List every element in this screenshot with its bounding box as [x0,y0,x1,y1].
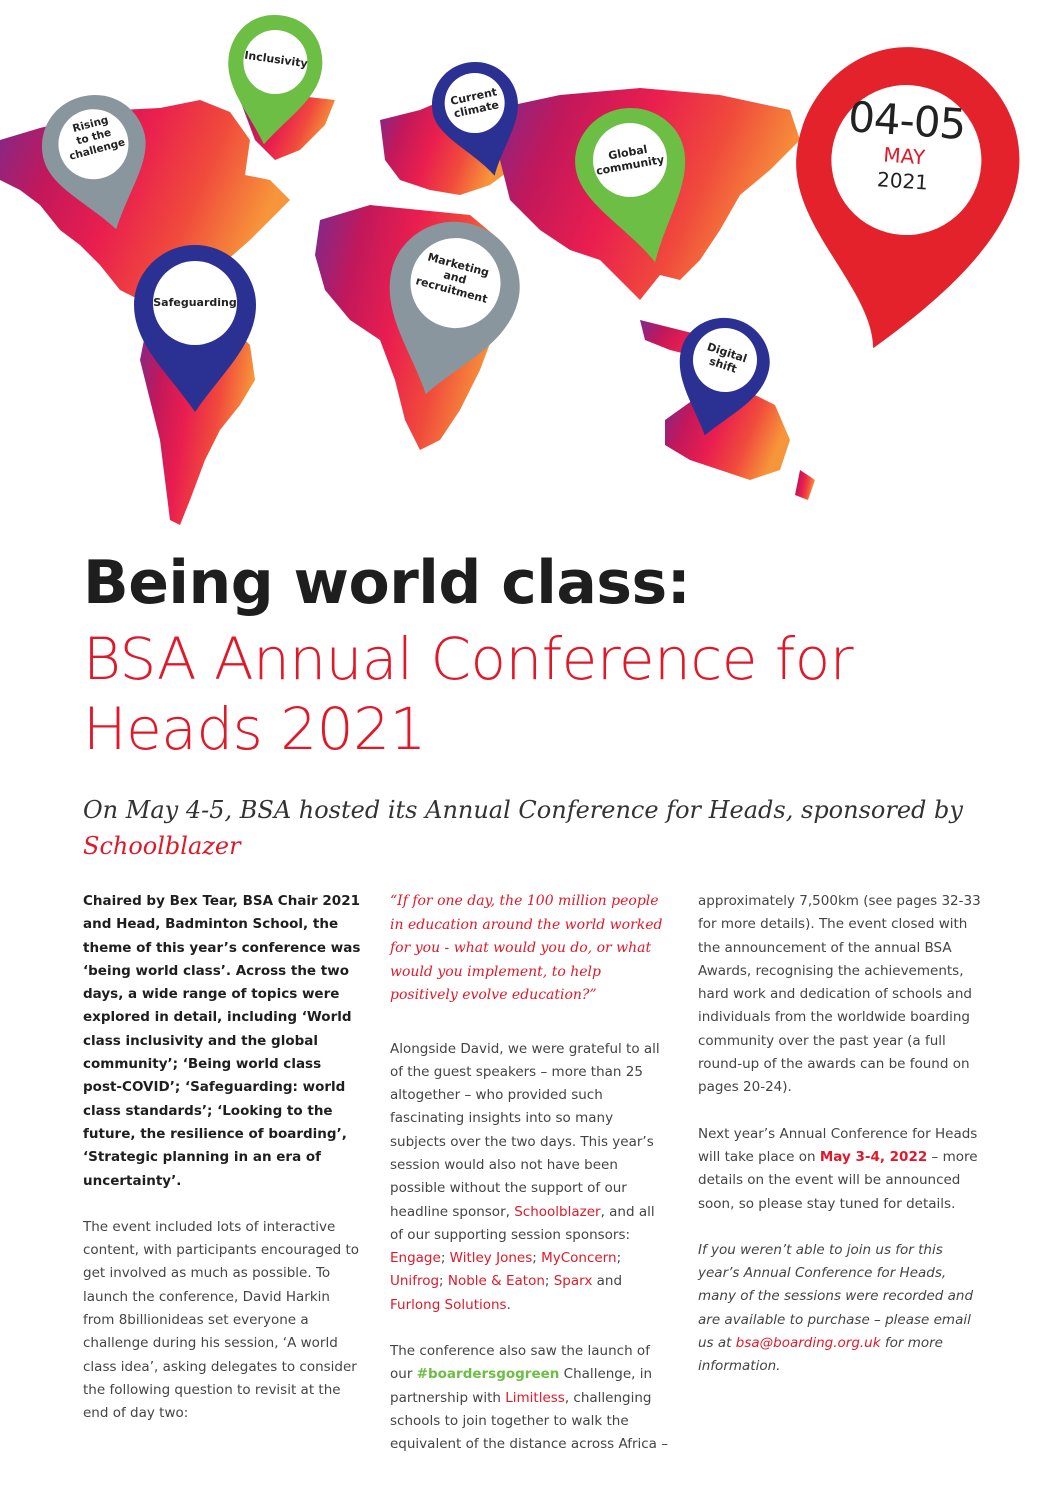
challenge-text-c: , challenging schools to join together to walk the equivalent of the distance across Africa – [390,1389,668,1453]
sponsor-link[interactable]: Noble & Eaton [447,1273,545,1290]
sponsor-link[interactable]: Sparx [553,1273,593,1290]
subheadline: BSA Annual Conference for Heads 2021 [83,625,854,763]
next-year-text-a: Next year’s Annual Conference for Heads will take place on [698,1125,978,1165]
pull-quote: “If for one day, the 100 million people in education around the world worked for you - what would you do, or what would you implement, to help positively evolve education?” [390,893,663,1003]
sponsor-link[interactable]: Unifrog [390,1273,440,1290]
recordings-text-b: for more information. [698,1335,943,1375]
pin-label-rising: Rising to the challenge [68,113,127,163]
intro-sponsor-link[interactable]: Schoolblazer [83,832,241,860]
headline: Being world class: [83,548,691,618]
date-days: 04-05 [846,92,967,150]
pin-label-digital-shift: Digital shift [705,340,749,376]
pin-label-safeguarding: Safeguarding [153,296,237,309]
date-badge [829,93,981,199]
recordings-text-a: If you weren’t able to join us for this year’s Annual Conference for Heads, many of the sessions were recorded and are available to purchase – please email us at [698,1241,974,1352]
sponsor-link[interactable]: Witley Jones [449,1250,533,1267]
sponsor-link[interactable]: Engage [390,1250,441,1267]
challenge-text-b: Challenge, in partnership with [390,1366,653,1406]
sponsors-text-a: Alongside David, we were grateful to all of the guest speakers – more than 25 altogether – who provided such fascinating insights into so many subjects over the two days. This year’s session would also not have been possible without the support of our headline sponsor, [390,1040,660,1220]
challenge-text-a: The conference also saw the launch of our [390,1343,650,1383]
intro-text [83,792,963,864]
sponsor-link[interactable]: MyConcern [541,1250,617,1267]
next-year-text-b: – more details on the event will be announced soon, so please stay tuned for details. [698,1148,978,1212]
date-year: 2021 [876,167,929,195]
lead-paragraph: Chaired by Bex Tear, BSA Chair 2021 and Head, Badminton School, the theme of this year’s conference was ‘being world class’. Across the two days, a wide range of topics were explored in detail, including ‘World class inclusivity and the global community’; ‘Being world class post-COVID’; ‘Safeguarding: world class standards’; ‘Looking to the future, the resilience of boarding’, ‘Strategic planning in an era of uncertainty’. [83,893,361,1189]
sponsors-paragraph: Alongside David, we were grateful to all of the guest speakers – more than 25 altogether – who provided such fascinating insights into so many subjects over the two days. This year’s session would also not have been possible without the support of our headline sponsor, Schoolblazer, and all of our supporting session sponsors: Engage; Witley Jones; MyConcern; Unifrog; Noble & Eaton; Sparx and Furlong Solutions. [390,1040,660,1313]
intro-body: On May 4-5, BSA hosted its Annual Conference for Heads, sponsored by [83,796,963,824]
pin-label-global-community: Global community [595,142,666,178]
sponsors-text-b: , and all of our supporting session sponsors: [390,1203,655,1243]
column-2 [390,890,670,1480]
next-year-paragraph [698,1123,988,1216]
challenge-paragraph [390,1340,670,1456]
pin-label-current-climate: Current climate [449,85,501,121]
world-map [0,0,1059,540]
date-month: MAY [882,142,926,170]
north-america [0,100,290,300]
recordings-paragraph [698,1239,988,1379]
email-link[interactable]: bsa@boarding.org.uk [735,1335,881,1352]
column-3 [698,890,988,1402]
date-pin [783,40,1027,358]
headline-sponsor-link[interactable]: Schoolblazer [514,1203,601,1220]
pin-label-inclusivity: Inclusivity [243,48,309,71]
new-zealand [795,470,815,500]
body-paragraph: The event included lots of interactive content, with participants encouraged to get involved as much as possible. To launch the conference, David Harkin from 8billionideas set everyone a challenge during his session, ‘A world class idea’, asking delegates to consider the following question to revisit at the end of day two: [83,1218,360,1422]
awards-paragraph: approximately 7,500km (see pages 32-33 for more details). The event closed with the announcement of the annual BSA Awards, recognising the achievements, hard work and dedication of schools and individuals from the worldwide boarding community over the past year (a full round-up of the awards can be found on pages 20-24). [698,893,981,1096]
hashtag-link[interactable]: #boardersgogreen [416,1366,560,1383]
sponsor-link[interactable]: Furlong Solutions [390,1296,507,1313]
column-1 [83,890,363,1449]
partner-link[interactable]: Limitless [505,1389,565,1406]
pin-label-marketing: Marketing and recruitment [414,250,491,306]
next-year-date: May 3-4, 2022 [819,1148,928,1165]
